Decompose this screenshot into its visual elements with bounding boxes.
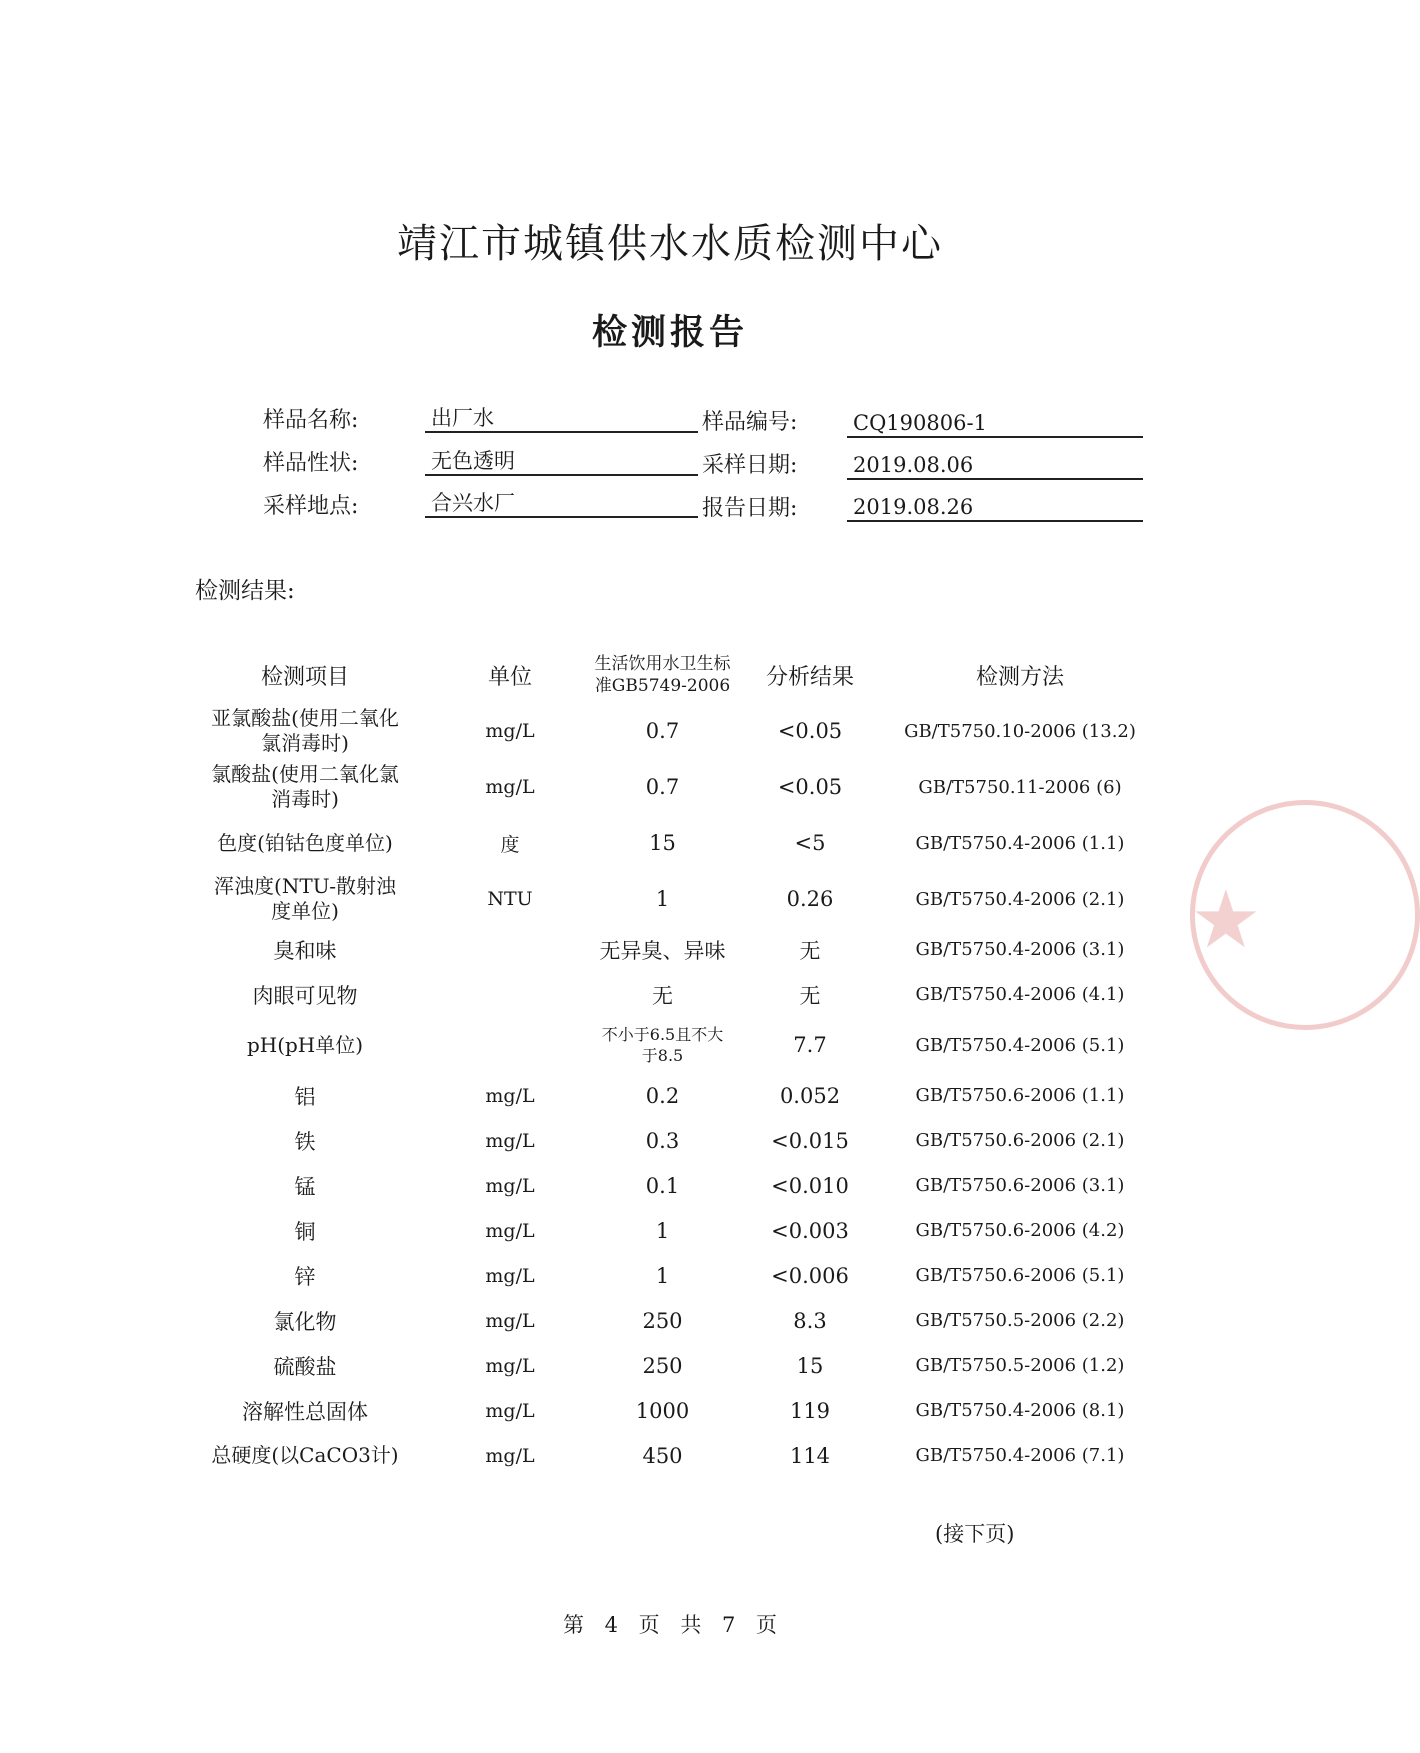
table-cell-unit	[440, 972, 580, 1017]
sampling-date-value: 2019.08.06	[847, 450, 1143, 480]
table-cell-result: <0.015	[771, 1128, 849, 1153]
results-table	[170, 647, 1165, 1478]
table-row	[170, 1163, 1165, 1208]
table-cell-result: 114	[789, 1443, 831, 1468]
table-cell-standard: 1	[655, 887, 670, 911]
table-cell-item: 铝	[294, 1084, 316, 1109]
table-cell-standard: 0.2	[645, 1083, 680, 1108]
table-cell-method: GB/T5750.4-2006 (3.1)	[915, 939, 1125, 960]
table-cell-result: <0.010	[771, 1173, 849, 1198]
table-cell-result: 119	[789, 1398, 831, 1423]
table-row	[170, 1017, 1165, 1073]
table-cell-item: 锌	[294, 1264, 316, 1289]
table-row	[170, 759, 1165, 815]
table-cell-method: GB/T5750.4-2006 (5.1)	[915, 1034, 1125, 1056]
table-row	[170, 1253, 1165, 1298]
table-cell-item: pH(pH单位)	[246, 1032, 364, 1057]
table-cell-result: 无	[799, 983, 821, 1008]
table-cell-unit: mg/L	[485, 1129, 535, 1152]
sample-id-value: CQ190806-1	[847, 408, 1143, 438]
table-cell-standard: 0.3	[645, 1128, 680, 1153]
sample-property-value: 无色透明	[425, 446, 698, 476]
table-cell-unit: mg/L	[485, 720, 535, 742]
continued-note: (接下页)	[935, 1522, 1015, 1546]
table-cell-method: GB/T5750.6-2006 (4.2)	[915, 1220, 1125, 1241]
table-cell-method: GB/T5750.6-2006 (2.1)	[915, 1130, 1125, 1151]
table-cell-standard: 1000	[635, 1398, 690, 1423]
table-cell-item: 色度(铂钴色度单位)	[217, 830, 393, 855]
table-cell-standard: 不小于6.5且不大于8.5	[601, 1025, 724, 1065]
sample-name-label: 样品名称:	[263, 408, 359, 433]
table-cell-standard: 0.1	[645, 1173, 680, 1198]
table-cell-unit: mg/L	[485, 1219, 535, 1242]
table-cell-unit: mg/L	[485, 1444, 535, 1467]
table-row	[170, 1433, 1165, 1478]
table-cell-standard: 1	[655, 1218, 670, 1243]
table-cell-result: <0.05	[777, 775, 843, 799]
table-cell-standard: 0.7	[645, 719, 680, 743]
table-cell-method: GB/T5750.10-2006 (13.2)	[904, 720, 1136, 742]
table-cell-item: 氯酸盐(使用二氧化氯消毒时)	[211, 762, 399, 811]
table-cell-item: 肉眼可见物	[252, 983, 358, 1008]
table-cell-method: GB/T5750.4-2006 (8.1)	[915, 1400, 1125, 1421]
results-heading: 检测结果:	[195, 578, 295, 604]
report-date-label: 报告日期:	[702, 496, 798, 521]
table-cell-standard: 无异臭、异味	[599, 938, 726, 963]
organization-title: 靖江市城镇供水水质检测中心	[397, 221, 943, 267]
table-cell-standard: 250	[642, 1308, 683, 1333]
table-row	[170, 972, 1165, 1017]
table-cell-item: 总硬度(以CaCO3计)	[211, 1443, 399, 1467]
table-row	[170, 1298, 1165, 1343]
table-row	[170, 1343, 1165, 1388]
table-row	[170, 1388, 1165, 1433]
table-cell-method: GB/T5750.6-2006 (3.1)	[915, 1175, 1125, 1196]
report-title: 检测报告	[591, 312, 748, 353]
table-cell-result: 0.26	[786, 887, 834, 911]
page-number: 第 4 页 共 7 页	[562, 1613, 778, 1637]
col-header-standard-text: 生活饮用水卫生标准GB5749-2006	[594, 654, 731, 696]
col-header-unit: 单位	[487, 664, 532, 690]
table-cell-method: GB/T5750.4-2006 (1.1)	[915, 832, 1125, 854]
table-cell-result: <0.05	[777, 719, 843, 743]
table-cell-result: 无	[799, 938, 821, 963]
table-cell-result: <5	[794, 831, 826, 855]
col-header-result: 分析结果	[765, 664, 854, 690]
report-date-value: 2019.08.26	[847, 492, 1143, 522]
table-cell-method: GB/T5750.6-2006 (5.1)	[915, 1265, 1125, 1286]
table-cell-item: 氯化物	[273, 1309, 337, 1334]
table-cell-item: 铁	[294, 1129, 316, 1154]
table-row	[170, 1073, 1165, 1118]
table-cell-unit: mg/L	[485, 1399, 535, 1422]
sampling-date-label: 采样日期:	[702, 453, 798, 478]
table-row	[170, 815, 1165, 871]
table-row	[170, 927, 1165, 972]
sampling-location-value: 合兴水厂	[425, 488, 698, 518]
col-header-standard	[580, 647, 745, 703]
table-cell-result: <0.006	[771, 1263, 849, 1288]
table-cell-result: 7.7	[793, 1033, 827, 1057]
table-header-row	[170, 647, 1165, 703]
table-cell-item: 浑浊度(NTU-散射浊度单位)	[214, 874, 396, 923]
sample-id-label: 样品编号:	[702, 410, 798, 435]
table-cell-standard: 15	[649, 831, 676, 855]
table-cell-method: GB/T5750.11-2006 (6)	[918, 776, 1122, 798]
sample-property-label: 样品性状:	[263, 451, 359, 476]
table-cell-unit: mg/L	[485, 1309, 535, 1332]
table-row	[170, 1208, 1165, 1253]
sampling-location-label: 采样地点:	[263, 494, 359, 519]
table-cell-item: 臭和味	[273, 938, 337, 963]
table-cell-result: <0.003	[771, 1218, 849, 1243]
table-cell-unit	[440, 927, 580, 972]
col-header-method: 检测方法	[975, 664, 1064, 690]
table-row	[170, 1118, 1165, 1163]
table-cell-unit	[440, 1017, 580, 1073]
table-cell-unit: NTU	[487, 888, 533, 910]
col-header-item: 检测项目	[260, 664, 349, 690]
table-cell-standard: 无	[652, 983, 673, 1008]
table-cell-method: GB/T5750.4-2006 (2.1)	[915, 888, 1125, 910]
sample-name-value: 出厂水	[425, 403, 698, 433]
table-cell-item: 铜	[294, 1219, 316, 1244]
table-row	[170, 703, 1165, 759]
table-cell-item: 溶解性总固体	[242, 1399, 368, 1424]
table-cell-unit: 度	[500, 833, 520, 856]
table-cell-result: 8.3	[793, 1308, 827, 1333]
table-cell-standard: 0.7	[645, 775, 680, 799]
table-cell-standard: 450	[642, 1443, 683, 1468]
table-cell-result: 15	[796, 1353, 824, 1378]
table-cell-method: GB/T5750.6-2006 (1.1)	[915, 1085, 1125, 1106]
table-row	[170, 871, 1165, 927]
seal-star-icon: ★	[1190, 873, 1262, 966]
table-cell-unit: mg/L	[485, 1264, 535, 1287]
table-cell-standard: 1	[655, 1263, 670, 1288]
table-cell-method: GB/T5750.5-2006 (1.2)	[915, 1355, 1125, 1376]
table-cell-method: GB/T5750.4-2006 (4.1)	[915, 984, 1125, 1005]
table-cell-method: GB/T5750.5-2006 (2.2)	[915, 1310, 1125, 1331]
table-cell-method: GB/T5750.4-2006 (7.1)	[915, 1445, 1125, 1466]
table-cell-unit: mg/L	[485, 776, 535, 798]
table-cell-item: 亚氯酸盐(使用二氧化氯消毒时)	[211, 706, 399, 755]
table-cell-item: 锰	[294, 1174, 316, 1199]
table-cell-standard: 250	[642, 1353, 683, 1378]
table-cell-unit: mg/L	[485, 1354, 535, 1377]
table-cell-unit: mg/L	[485, 1174, 535, 1197]
table-cell-item: 硫酸盐	[273, 1354, 337, 1379]
table-cell-unit: mg/L	[485, 1084, 535, 1107]
table-cell-result: 0.052	[779, 1083, 841, 1108]
